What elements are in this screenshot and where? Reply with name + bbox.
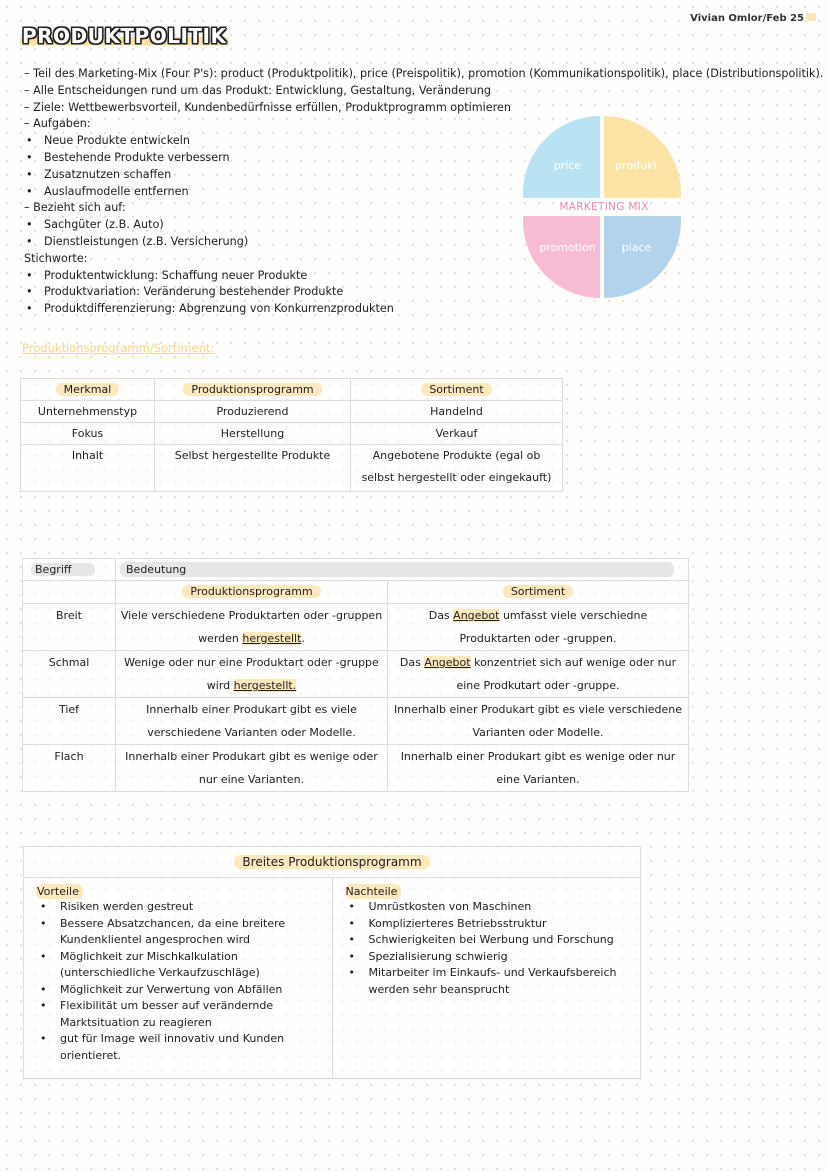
table-header: Bedeutung bbox=[120, 562, 674, 577]
table-row bbox=[23, 745, 689, 792]
table-cell: Innerhalb einer Produkart gibt es wenige oder nur eine Varianten. bbox=[388, 745, 689, 792]
term-cell: Schmal bbox=[23, 651, 116, 698]
quadrant-place bbox=[604, 216, 681, 298]
vorteile-column bbox=[24, 878, 333, 1079]
vorteile-heading: Vorteile bbox=[36, 884, 83, 899]
table-cell: Inhalt bbox=[21, 445, 155, 492]
term-cell: Flach bbox=[23, 745, 116, 792]
table-cell bbox=[116, 604, 388, 651]
intro-line: – Bezieht sich auf: bbox=[24, 200, 824, 217]
table-cell: Verkauf bbox=[351, 423, 563, 445]
quadrant-label: price bbox=[553, 158, 582, 172]
nachteile-list bbox=[345, 899, 635, 998]
quadrant-produkt bbox=[604, 116, 681, 198]
table-cell bbox=[388, 604, 689, 651]
quadrant-promotion bbox=[523, 216, 600, 298]
table-cell: Innerhalb einer Produkart gibt es wenige oder nur eine Varianten. bbox=[116, 745, 388, 792]
intro-line: – Ziele: Wettbewerbsvorteil, Kundenbedürfnisse erfüllen, Produktprogramm optimieren bbox=[24, 100, 824, 117]
table-cell bbox=[116, 651, 388, 698]
table-subheader: Sortiment bbox=[503, 585, 573, 598]
list-item: • Möglichkeit zur Verwertung von Abfällen bbox=[36, 982, 326, 999]
table-cell: Innerhalb einer Produkart gibt es viele verschiedene Varianten oder Modelle. bbox=[116, 698, 388, 745]
intro-line: Stichworte: bbox=[24, 251, 88, 265]
table-subheader: Produktionsprogramm bbox=[182, 585, 320, 598]
marketing-mix-label: MARKETING MIX bbox=[559, 201, 649, 213]
term-cell: Tief bbox=[23, 698, 116, 745]
list-item: • Mitarbeiter im Einkaufs- und Verkaufsbereich werden sehr beansprucht bbox=[345, 965, 635, 998]
quadrant-price bbox=[523, 116, 600, 198]
intro-line: – Aufgaben: bbox=[24, 116, 824, 133]
quadrant-label: place bbox=[621, 240, 652, 254]
intro-bullet: • Produktvariation: Veränderung bestehender Produkte bbox=[24, 284, 824, 301]
highlighted-word: hergestellt. bbox=[233, 679, 297, 692]
cell-text: Viele verschiedene Produktarten oder -gruppen werden bbox=[120, 609, 383, 645]
cell-text: Wenige oder nur eine Produktart oder -gruppe wird bbox=[124, 656, 379, 692]
table-cell: Innerhalb einer Produkart gibt es viele verschiedene Varianten oder Modelle. bbox=[388, 698, 689, 745]
list-item: • Komplizierteres Betriebsstruktur bbox=[345, 916, 635, 933]
table-cell: Selbst hergestellte Produkte bbox=[155, 445, 351, 492]
table-caption-row bbox=[24, 847, 641, 878]
cell-text: umfasst viele verschiedne Produktarten oder -gruppen. bbox=[459, 609, 648, 645]
highlighted-word: Angebot bbox=[424, 656, 471, 669]
list-item: • Umrüstkosten von Maschinen bbox=[345, 899, 635, 916]
nachteile-heading: Nachteile bbox=[345, 884, 402, 899]
intro-bullet: • Zusatznutzen schaffen bbox=[24, 167, 824, 184]
quadrant-label: promotion bbox=[539, 240, 596, 254]
intro-bullet: • Produktentwicklung: Schaffung neuer Produkte bbox=[24, 268, 824, 285]
table-cell bbox=[388, 651, 689, 698]
intro-notes bbox=[24, 66, 824, 318]
highlighted-word: hergestellt bbox=[242, 632, 302, 645]
list-item: • gut für Image weil innovativ und Kunden orientieret. bbox=[36, 1031, 326, 1064]
intro-bullet: • Sachgüter (z.B. Auto) bbox=[24, 217, 824, 234]
section-subheading: Produktionsprogramm/Sortiment: bbox=[22, 341, 215, 355]
highlighted-word: Angebot bbox=[453, 609, 500, 622]
table-cell: Unternehmenstyp bbox=[21, 401, 155, 423]
definition-table bbox=[22, 558, 689, 792]
table-row bbox=[23, 698, 689, 745]
table-row bbox=[24, 878, 641, 1079]
intro-bullet: • Bestehende Produkte verbessern bbox=[24, 150, 824, 167]
table-cell: Produzierend bbox=[155, 401, 351, 423]
table-row bbox=[23, 651, 689, 698]
table-cell: Fokus bbox=[21, 423, 155, 445]
intro-line: – Teil des Marketing-Mix (Four P's): product (Produktpolitik), price (Preispolitik), promotion (Kommunikationspolitik), place (Distributionspolitik). bbox=[24, 66, 824, 83]
quadrant-label: produkt bbox=[615, 158, 658, 172]
list-item: • Schwierigkeiten bei Werbung und Forschung bbox=[345, 932, 635, 949]
table-cell: Angebotene Produkte (egal ob selbst hergestellt oder eingekauft) bbox=[351, 445, 563, 492]
page-title: PRODUKTPOLITIK bbox=[22, 24, 227, 48]
list-item: • Möglichkeit zur Mischkalkulation (unterschiedliche Verkaufzuschläge) bbox=[36, 949, 326, 982]
intro-bullet: • Dienstleistungen (z.B. Versicherung) bbox=[24, 234, 824, 251]
table-row bbox=[21, 401, 563, 423]
intro-bullet: • Produktdifferenzierung: Abgrenzung von Konkurrenzprodukten bbox=[24, 301, 824, 318]
list-item: • Risiken werden gestreut bbox=[36, 899, 326, 916]
cell-text: . bbox=[301, 632, 305, 645]
table-row bbox=[21, 423, 563, 445]
table-header: Merkmal bbox=[56, 383, 120, 396]
list-item: • Flexibilität um besser auf verändernde Marktsituation zu reagieren bbox=[36, 998, 326, 1031]
table-header: Produktionsprogramm bbox=[183, 383, 321, 396]
table-header: Begriff bbox=[31, 563, 95, 576]
vorteile-list bbox=[36, 899, 326, 1064]
table-header-row bbox=[21, 379, 563, 401]
list-item: • Bessere Absatzchancen, da eine breitere Kundenklientel angesprochen wird bbox=[36, 916, 326, 949]
table-subheader-row bbox=[23, 581, 689, 604]
table-row bbox=[21, 445, 563, 492]
table-cell: Herstellung bbox=[155, 423, 351, 445]
term-cell: Breit bbox=[23, 604, 116, 651]
intro-line: – Alle Entscheidungen rund um das Produkt: Entwicklung, Gestaltung, Veränderung bbox=[24, 83, 824, 100]
intro-bullet: • Neue Produkte entwickeln bbox=[24, 133, 824, 150]
cell-text: konzentriet sich auf wenige oder nur eine Prodkutart oder -gruppe. bbox=[456, 656, 677, 692]
table-title: Breites Produktionsprogramm bbox=[234, 855, 429, 869]
cell-text: Das bbox=[428, 609, 454, 622]
pros-cons-table bbox=[23, 846, 641, 1079]
cell-text: Das bbox=[399, 656, 425, 669]
comparison-table bbox=[20, 378, 563, 492]
author-signature: Vivian Omlor/Feb 25 bbox=[690, 13, 816, 24]
list-item: • Spezialisierung schwierig bbox=[345, 949, 635, 966]
table-header-row bbox=[23, 559, 689, 581]
table-row bbox=[23, 604, 689, 651]
nachteile-column bbox=[332, 878, 641, 1079]
marketing-mix-diagram bbox=[523, 116, 685, 300]
table-header: Sortiment bbox=[421, 383, 491, 396]
intro-bullet: • Auslaufmodelle entfernen bbox=[24, 184, 824, 201]
table-cell: Handelnd bbox=[351, 401, 563, 423]
